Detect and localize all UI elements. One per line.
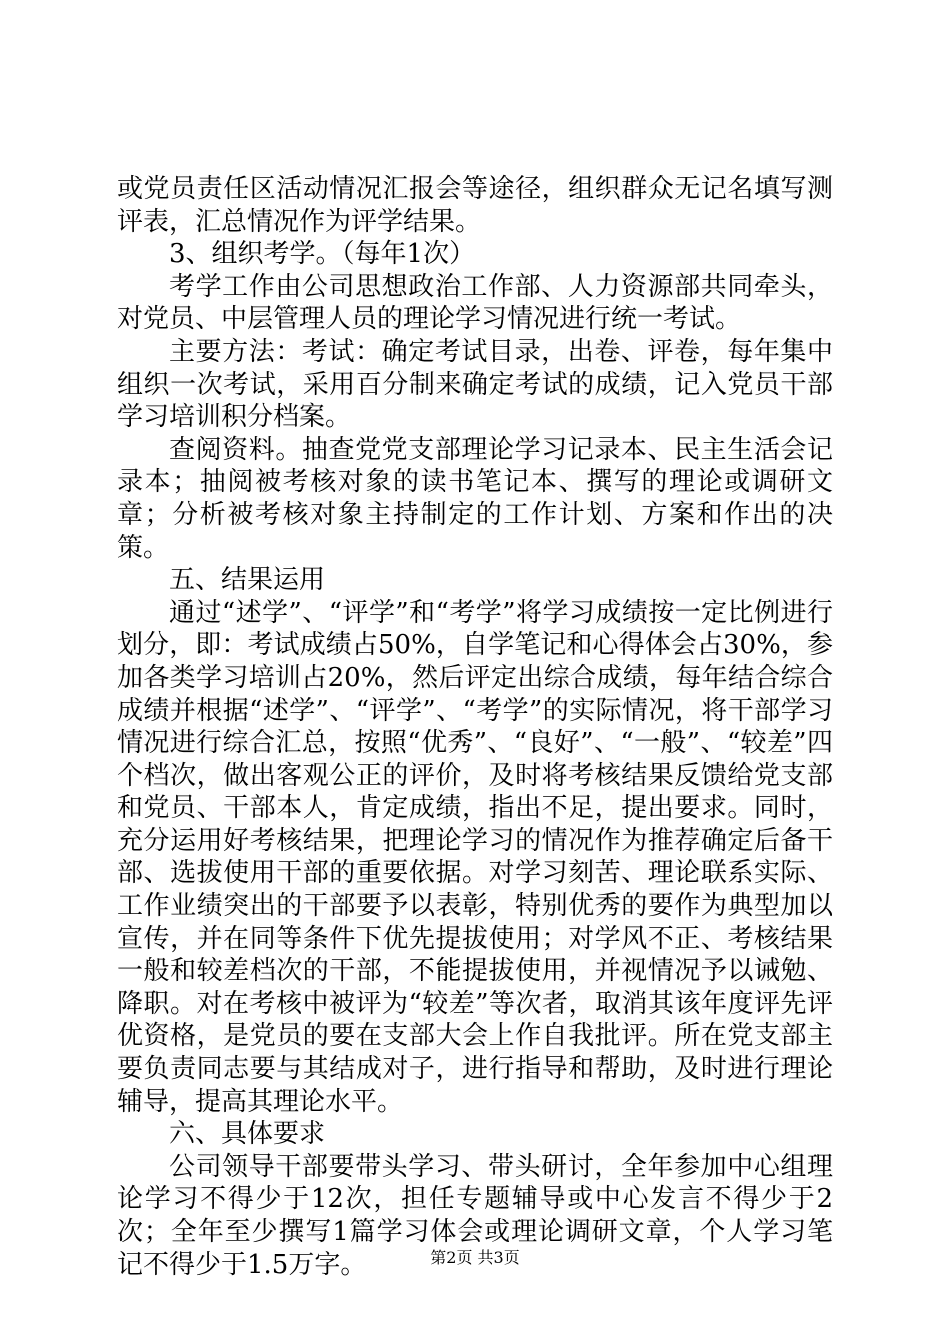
paragraph-p3: 考学工作由公司思想政治工作部、人力资源部共同牵头，对党员、中层管理人员的理论学习情况进行统一考试。 [117,271,833,335]
paragraph-p1: 或党员责任区活动情况汇报会等途径，组织群众无记名填写测评表，汇总情况作为评学结果。 [117,174,833,237]
paragraph-p7: 通过“述学”、“评学”和“考学”将学习成绩按一定比例进行划分，即：考试成绩占50%，自学笔记和心得体会占30%，参加各类学习培训占20%，然后评定出综合成绩，每年结合综合成绩并根据“述学”、“评学”、“考学”的实际情况，将干部学习情况进行综合汇总，按照“优秀”、“良好”、“一般”、“较差”四个档次，做出客观公正的评价，及时将考核结果反馈给党支部和党员、干部本人，肯定成绩，指出不足，提出要求。同时，充分运用好考核结果，把理论学习的情况作为推荐确定后备干部、选拔使用干部的重要依据。对学习刻苦、理论联系实际、工作业绩突出的干部要予以表彰，特别优秀的要作为典型加以宣传，并在同等条件下优先提拔使用；对学风不正、考核结果一般和较差档次的干部，不能提拔使用，并视情况予以诫勉、降职。对在考核中被评为“较差”等次者，取消其该年度评先评优资格，是党员的要在支部大会上作自我批评。所在党支部主要负责同志要与其结成对子，进行指导和帮助，及时进行理论辅导，提高其理论水平。 [117,597,833,1117]
paragraph-p9: 公司领导干部要带头学习、带头研讨，全年参加中心组理论学习不得少于12次，担任专题辅导或中心发言不得少于2次；全年至少撰写1篇学习体会或理论调研文章，个人学习笔记不得少于1.5万字。 [117,1151,833,1280]
document-body [117,173,833,1281]
section-heading-requirements: 六、具体要求 [169,1119,326,1150]
paragraph-p5: 查阅资料。抽查党党支部理论学习记录本、民主生活会记录本；抽阅被考核对象的读书笔记本、撰写的理论或调研文章；分析被考核对象主持制定的工作计划、方案和作出的决策。 [117,434,833,563]
paragraph-p4: 主要方法：考试：确定考试目录，出卷、评卷，每年集中组织一次考试，采用百分制来确定考试的成绩，记入党员干部学习培训积分档案。 [117,336,833,433]
section-heading-results: 五、结果运用 [169,565,326,596]
paragraph-p2: 3、组织考学。（每年1次） [169,239,476,270]
page-footer: 第2页 共3页 [430,1248,520,1267]
